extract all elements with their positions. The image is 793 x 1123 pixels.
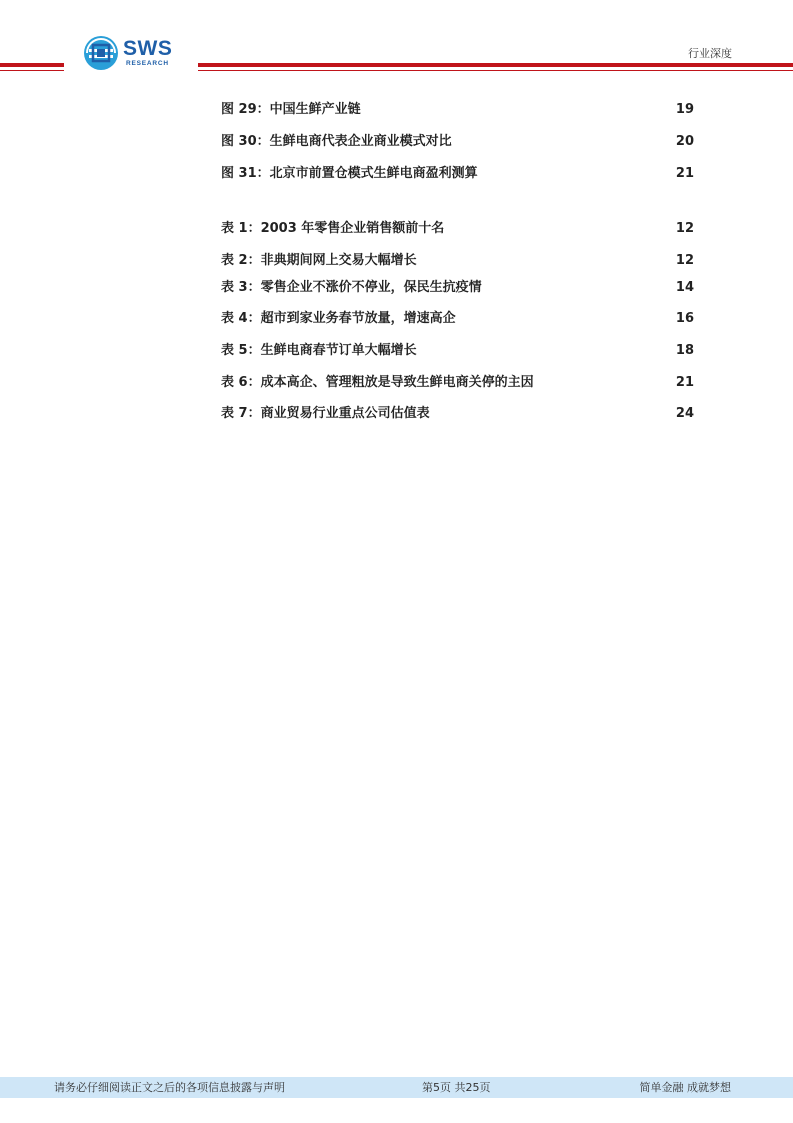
- footer-slogan: 简单金融 成就梦想: [639, 1081, 731, 1094]
- toc-table-entry[interactable]: [221, 219, 694, 239]
- toc-entry-page: 14: [675, 280, 694, 295]
- toc-entry-page: 16: [675, 311, 694, 326]
- toc-entry-page: 24: [675, 406, 694, 421]
- report-type-label: 行业深度: [688, 47, 732, 60]
- toc-entry-page: 21: [675, 375, 694, 390]
- toc-entry-page: 19: [675, 102, 694, 117]
- logo-subtext: RESEARCH: [126, 60, 169, 68]
- toc-table-entry[interactable]: [221, 278, 694, 298]
- footer-disclaimer: 请务必仔细阅读正文之后的各项信息披露与声明: [54, 1081, 285, 1094]
- sws-globe-icon: [83, 35, 119, 71]
- toc-entry-title: 图 30：生鲜电商代表企业商业模式对比: [221, 134, 452, 149]
- toc-entry-page: 18: [675, 343, 694, 358]
- logo-text: SWS: [123, 37, 173, 61]
- toc-entry-title: 表 7：商业贸易行业重点公司估值表: [221, 406, 430, 421]
- toc-table-entry[interactable]: [221, 341, 694, 361]
- toc-entry-title: 表 1：2003 年零售企业销售额前十名: [221, 221, 445, 236]
- page-footer: [0, 1077, 793, 1098]
- toc-entry-title: 表 4：超市到家业务春节放量，增速高企: [221, 311, 456, 326]
- sws-logo: [83, 35, 172, 71]
- toc-entry-page: 20: [675, 134, 694, 149]
- toc-entry-title: 表 3：零售企业不涨价不停业，保民生抗疫情: [221, 280, 482, 295]
- footer-page-number: 第5页 共25页: [422, 1081, 491, 1094]
- toc-entry-title: 图 31：北京市前置仓模式生鲜电商盈利测算: [221, 166, 478, 181]
- toc-table-entry[interactable]: [221, 309, 694, 329]
- toc-entry-title: 表 6：成本高企、管理粗放是导致生鲜电商关停的主因: [221, 375, 534, 390]
- toc-entry-title: 表 5：生鲜电商春节订单大幅增长: [221, 343, 417, 358]
- toc-table-entry[interactable]: [221, 404, 694, 424]
- toc-table-entry[interactable]: [221, 251, 694, 271]
- header-rule-right: [198, 63, 793, 67]
- toc-figure-entry[interactable]: [221, 100, 694, 120]
- header-rule-left: [0, 63, 64, 67]
- toc-entry-page: 12: [675, 221, 694, 236]
- header-rule-left-thin: [0, 70, 64, 71]
- toc-entry-page: 12: [675, 253, 694, 268]
- toc-figure-entry[interactable]: [221, 132, 694, 152]
- page-header: [0, 0, 793, 80]
- toc-entry-title: 表 2：非典期间网上交易大幅增长: [221, 253, 417, 268]
- header-rule-right-thin: [198, 70, 793, 71]
- toc-entry-title: 图 29：中国生鲜产业链: [221, 102, 361, 117]
- toc-figure-entry[interactable]: [221, 164, 694, 184]
- toc-table-entry[interactable]: [221, 373, 694, 393]
- toc-entry-page: 21: [675, 166, 694, 181]
